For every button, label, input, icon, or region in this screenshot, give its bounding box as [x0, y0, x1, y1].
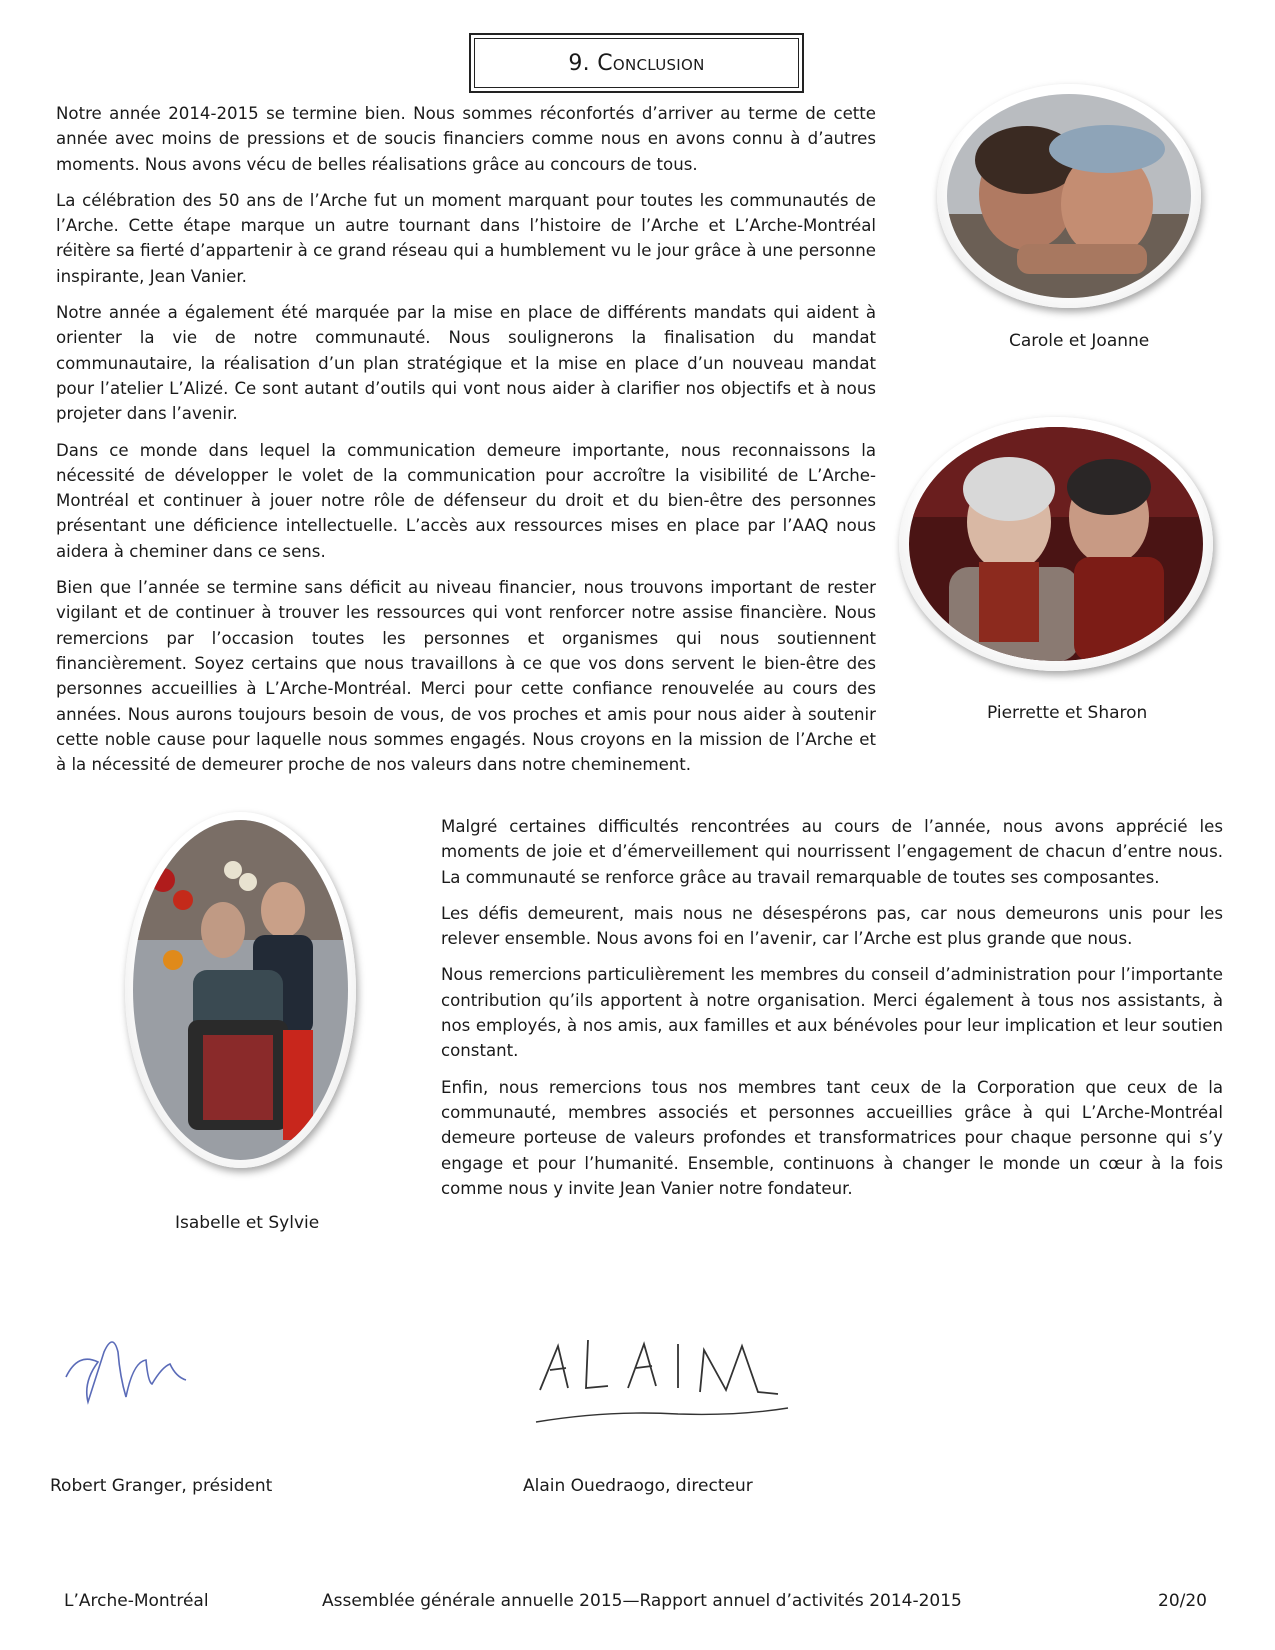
footer-page-number: 20/20	[1158, 1591, 1207, 1611]
photo-pierrette-sharon	[909, 427, 1203, 661]
paragraph: Nous remercions particulièrement les membres du conseil d’administration pour l’importante contribution qu’ils apportent à notre organisation. Merci également à tous nos assistants, à nos employés, à nos amis, aux familles et aux bénévoles pour leur implication et leur soutien constant.	[441, 965, 1223, 1061]
footer-organization: L’Arche-Montréal	[64, 1591, 209, 1611]
signatory-name: Robert Granger, président	[50, 1476, 273, 1496]
paragraph: Les défis demeurent, mais nous ne désespérons pas, car nous demeurons unis pour les relever ensemble. Nous avons foi en l’avenir, car l’Arche est plus grande que nous.	[441, 903, 1223, 949]
photo-image	[133, 820, 348, 1160]
paragraph: Notre année a également été marquée par la mise en place de différents mandats qui aident à orienter la vie de notre communauté. Nous soulignerons la finalisation du mandat communautaire, la réalisation d’un plan stratégique et la mise en place d’un nouveau mandat pour l’atelier L’Alizé. Ce sont autant d’outils qui vont nous aider à clarifier nos objectifs et à nous projeter dans l’avenir.	[56, 303, 876, 424]
section-title-box	[469, 33, 804, 93]
photo-carole-joanne	[947, 94, 1191, 298]
photo-caption: Pierrette et Sharon	[987, 703, 1148, 723]
photo-isabelle-sylvie	[133, 820, 348, 1160]
photo-image	[947, 94, 1191, 298]
signature-alain-ouedraogo	[528, 1310, 798, 1440]
right-column-text	[441, 814, 1223, 1212]
paragraph: Bien que l’année se termine sans déficit au niveau financier, nous trouvons important de rester vigilant et de continuer à trouver les ressources qui vont renforcer notre assise financière. Nous remercions par l’occasion toutes les personnes et organismes qui nous soutiennent financièrement. Soyez certains que nous travaillons à ce que vos dons servent le bien-être des personnes accueillies à L’Arche-Montréal. Merci pour cette confiance renouvelée au cours des années. Nous aurons toujours besoin de vous, de vos proches et amis pour nous aider à soutenir cette noble cause pour laquelle nous sommes engagés. Nous croyons en la mission de l’Arche et à la nécessité de demeurer proche de nos valeurs dans notre cheminement.	[56, 578, 876, 775]
photo-image	[909, 427, 1203, 661]
paragraph: Dans ce monde dans lequel la communication demeure importante, nous reconnaissons la nécessité de développer le volet de la communication pour accroître la visibilité de L’Arche-Montréal et continuer à jouer notre rôle de défenseur du droit et du bien-être des personnes présentant une déficience intellectuelle. L’accès aux ressources mises en place par l’AAQ nous aidera à cheminer dans ce sens.	[56, 440, 876, 561]
signature-robert-granger	[58, 1322, 198, 1422]
signatory-name: Alain Ouedraogo, directeur	[523, 1476, 753, 1496]
paragraph: La célébration des 50 ans de l’Arche fut un moment marquant pour toutes les communautés de l’Arche. Cette étape marque un autre tournant dans l’histoire de l’Arche et L’Arche-Montréal réitère sa fierté d’appartenir à ce grand réseau qui a humblement vu le jour grâce à une personne inspirante, Jean Vanier.	[56, 190, 876, 286]
paragraph: Notre année 2014-2015 se termine bien. Nous sommes réconfortés d’arriver au terme de cette année avec moins de pressions et de soucis financiers comme nous en avons connu à d’autres moments. Nous avons vécu de belles réalisations grâce au concours de tous.	[56, 104, 876, 174]
left-column-text	[56, 101, 876, 788]
paragraph: Malgré certaines difficultés rencontrées au cours de l’année, nous avons apprécié les moments de joie et d’émerveillement qui nourrissent l’engagement de chacun d’entre nous. La communauté se renforce grâce au travail remarquable de toutes ses composantes.	[441, 817, 1223, 887]
paragraph: Enfin, nous remercions tous nos membres tant ceux de la Corporation que ceux de la communauté, membres associés et personnes accueillies grâce à qui L’Arche-Montréal demeure porteuse de valeurs profondes et transformatrices pour chaque personne qui s’y engage et pour l’humanité. Ensemble, continuons à changer le monde un cœur à la fois comme nous y invite Jean Vanier notre fondateur.	[441, 1077, 1223, 1198]
footer-report-title: Assemblée générale annuelle 2015—Rapport annuel d’activités 2014-2015	[322, 1591, 962, 1611]
page-title: 9. Conclusion	[474, 38, 799, 88]
photo-caption: Isabelle et Sylvie	[175, 1213, 320, 1233]
photo-caption: Carole et Joanne	[1009, 331, 1150, 351]
